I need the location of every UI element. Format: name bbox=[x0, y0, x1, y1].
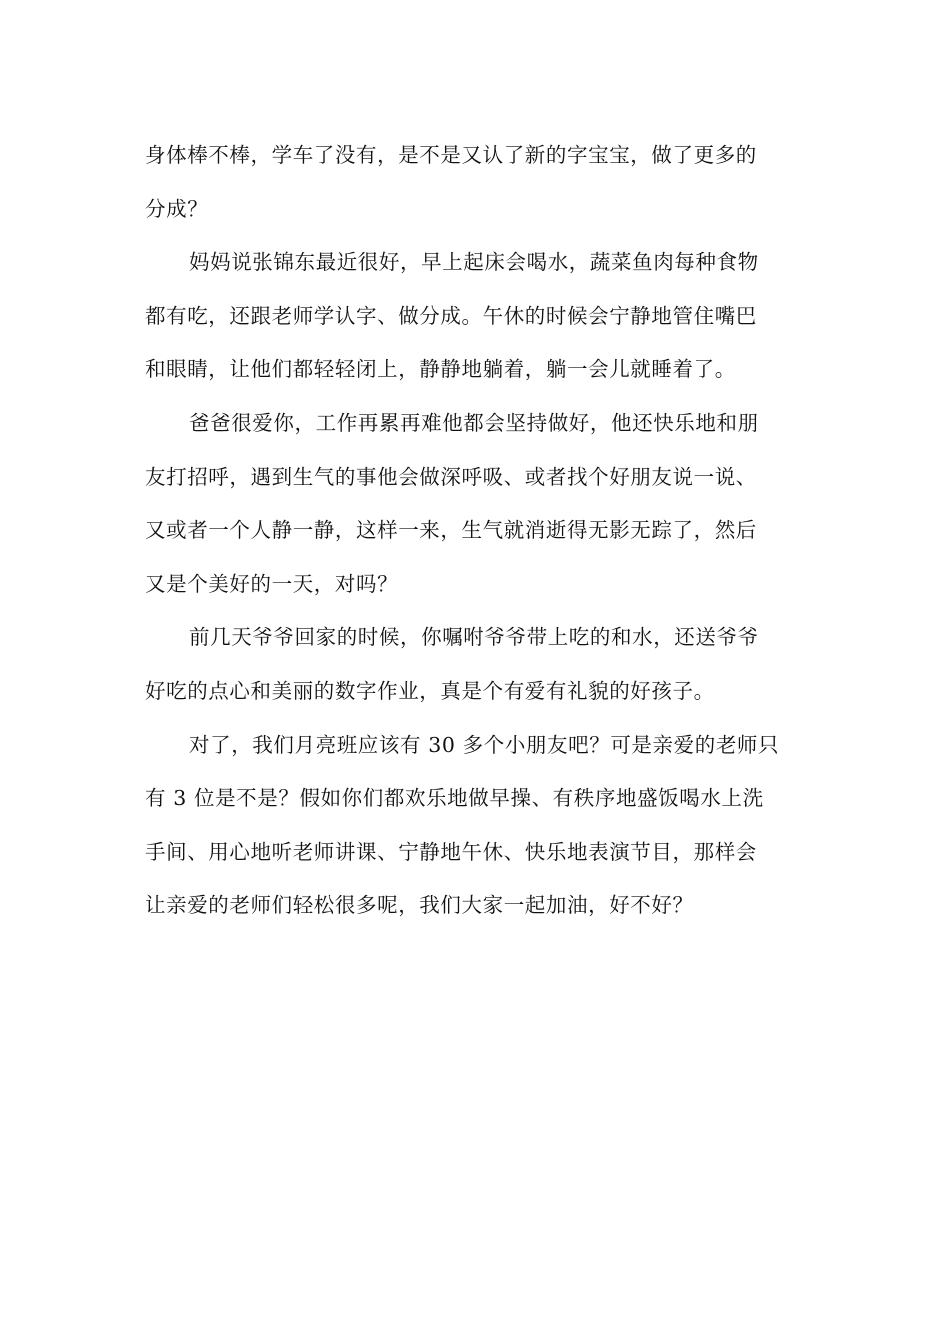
text-line: 爸爸很爱你，工作再累再难他都会坚持做好，他还快乐地和朋 bbox=[189, 410, 759, 435]
text-line: 妈妈说张锦东最近很好，早上起床会喝水，蔬菜鱼肉每种食物 bbox=[189, 250, 759, 275]
letter-body bbox=[145, 129, 807, 933]
text-line: 对了，我们月亮班应该有 30 多个小朋友吧？可是亲爱的老师只 bbox=[189, 732, 780, 757]
text-line: 好吃的点心和美丽的数字作业，真是个有爱有礼貌的好孩子。 bbox=[145, 678, 715, 703]
text-line: 又或者一个人静一静，这样一来，生气就消逝得无影无踪了，然后 bbox=[145, 518, 757, 543]
text-line: 有 3 位是不是？假如你们都欢乐地做早操、有秩序地盛饭喝水上洗 bbox=[145, 786, 764, 811]
text-line: 都有吃，还跟老师学认字、做分成。午休的时候会宁静地管住嘴巴 bbox=[145, 303, 757, 328]
text-line: 手间、用心地听老师讲课、宁静地午休、快乐地表演节目，那样会 bbox=[145, 839, 757, 864]
text-line: 身体棒不棒，学车了没有，是不是又认了新的字宝宝，做了更多的 bbox=[145, 143, 757, 167]
text-line: 前几天爷爷回家的时候，你嘱咐爷爷带上吃的和水，还送爷爷 bbox=[189, 625, 759, 650]
text-line: 友打招呼，遇到生气的事他会做深呼吸、或者找个好朋友说一说、 bbox=[145, 464, 757, 489]
text-line: 分成？ bbox=[145, 196, 209, 221]
text-line: 让亲爱的老师们轻松很多呢，我们大家一起加油，好不好？ bbox=[145, 893, 694, 918]
text-line: 又是个美好的一天，对吗？ bbox=[145, 571, 399, 596]
text-line: 和眼睛，让他们都轻轻闭上，静静地躺着，躺一会儿就睡着了。 bbox=[145, 357, 736, 382]
